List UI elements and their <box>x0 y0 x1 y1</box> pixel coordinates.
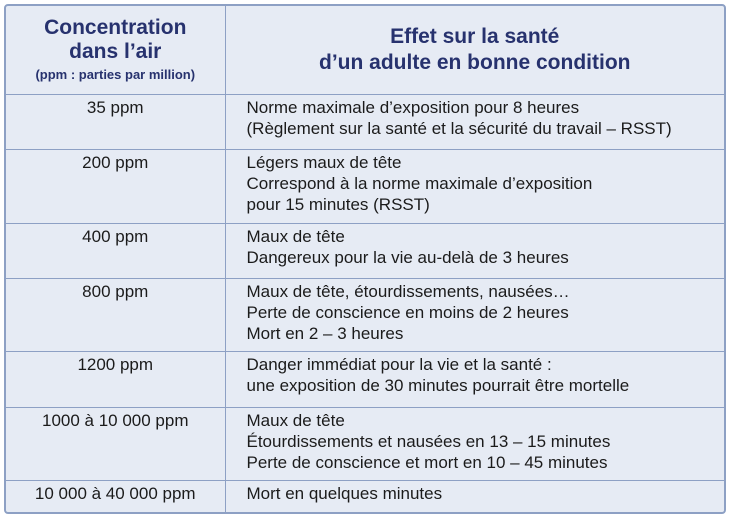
effect-line: Norme maximale d’exposition pour 8 heures <box>246 98 580 117</box>
effect-cell <box>225 95 724 150</box>
concentration-column-header <box>6 6 225 95</box>
effect-line: pour 15 minutes (RSST) <box>246 195 430 214</box>
effect-line: Maux de tête, étourdissements, nausées… <box>246 282 570 301</box>
table-row <box>6 408 724 481</box>
table-row <box>6 279 724 352</box>
concentration-cell: 800 ppm <box>6 279 225 352</box>
concentration-header-line2: dans l’air <box>69 40 162 63</box>
co-health-effects-table-frame <box>4 4 726 514</box>
effect-line: (Règlement sur la santé et la sécurité du travail – RSST) <box>246 119 672 138</box>
effect-line: Danger immédiat pour la vie et la santé : <box>246 355 552 374</box>
table-row <box>6 150 724 224</box>
concentration-header-unit: (ppm : parties par million) <box>35 67 196 82</box>
effect-line: Mort en 2 – 3 heures <box>246 324 404 343</box>
concentration-cell: 35 ppm <box>6 95 225 150</box>
effect-cell <box>225 352 724 408</box>
effect-line: Perte de conscience et mort en 10 – 45 minutes <box>246 453 608 472</box>
effect-line: Mort en quelques minutes <box>246 484 443 503</box>
table-header-row <box>6 6 724 95</box>
effect-cell <box>225 408 724 481</box>
effect-line: une exposition de 30 minutes pourrait être mortelle <box>246 376 630 395</box>
effect-cell <box>225 150 724 224</box>
effect-cell <box>225 481 724 515</box>
table-row <box>6 95 724 150</box>
effect-line: Correspond à la norme maximale d’exposition <box>246 174 593 193</box>
effect-cell <box>225 224 724 279</box>
effect-header-line2: d’un adulte en bonne condition <box>319 51 631 74</box>
effect-line: Maux de tête <box>246 227 345 246</box>
concentration-cell: 200 ppm <box>6 150 225 224</box>
effect-line: Maux de tête <box>246 411 345 430</box>
concentration-cell: 1200 ppm <box>6 352 225 408</box>
table-row <box>6 352 724 408</box>
effect-cell <box>225 279 724 352</box>
concentration-cell: 400 ppm <box>6 224 225 279</box>
effect-column-header <box>225 6 724 95</box>
effect-line: Légers maux de tête <box>246 153 402 172</box>
table-row <box>6 224 724 279</box>
co-health-effects-table <box>6 6 724 514</box>
concentration-cell: 1000 à 10 000 ppm <box>6 408 225 481</box>
effect-line: Étourdissements et nausées en 13 – 15 minutes <box>246 432 611 451</box>
concentration-header-line1: Concentration <box>44 16 187 39</box>
effect-line: Dangereux pour la vie au-delà de 3 heures <box>246 248 569 267</box>
effect-line: Perte de conscience en moins de 2 heures <box>246 303 569 322</box>
effect-header-line1: Effet sur la santé <box>390 25 560 48</box>
table-row <box>6 481 724 515</box>
concentration-cell: 10 000 à 40 000 ppm <box>6 481 225 515</box>
